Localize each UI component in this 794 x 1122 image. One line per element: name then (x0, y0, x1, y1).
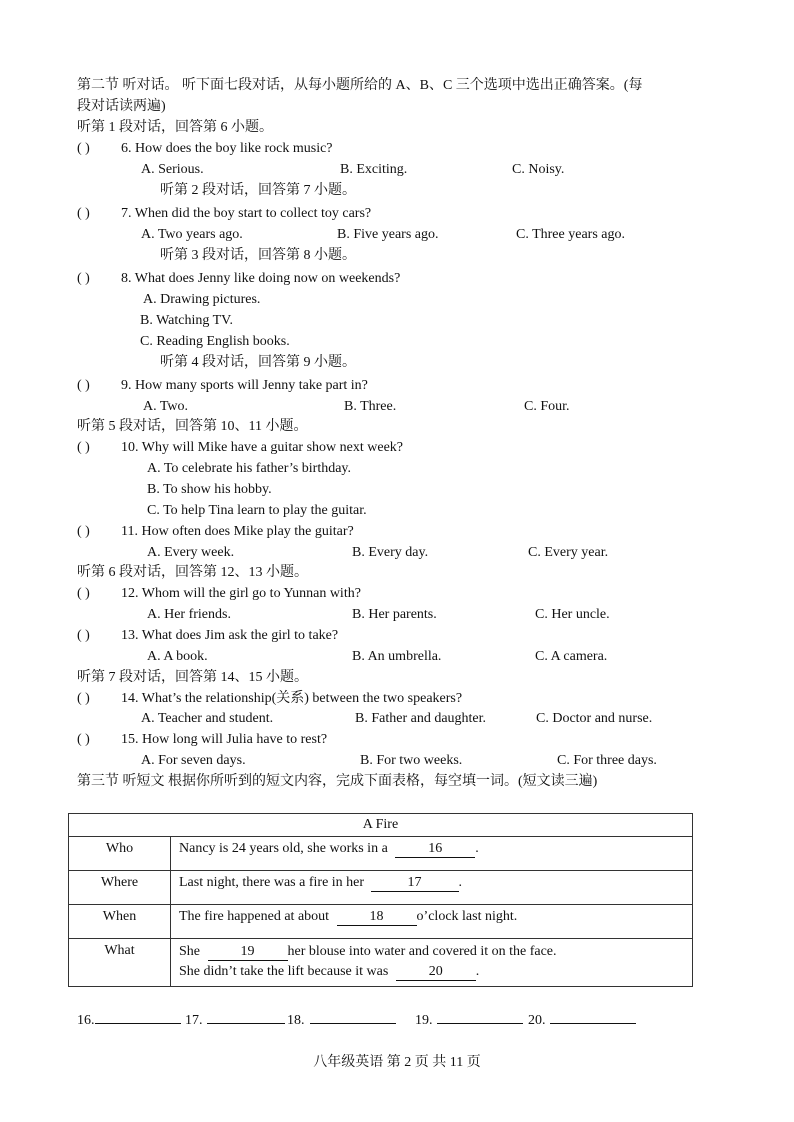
page-footer: 八年级英语 第 2 页 共 11 页 (313, 1055, 481, 1070)
row-value-who (171, 837, 693, 871)
row-value-when (171, 905, 693, 939)
dialog-2-instruction: 听第 2 段对话，回答第 7 小题。 (160, 183, 356, 198)
q11-option-c: C. Every year. (528, 545, 609, 560)
dialog-3-instruction: 听第 3 段对话，回答第 8 小题。 (160, 248, 356, 263)
row-what-end-2: . (475, 964, 480, 979)
q15-option-b: B. For two weeks. (360, 753, 463, 768)
q9-option-a: A. Two. (143, 399, 189, 414)
q10-option-a: A. To celebrate his father’s birthday. (147, 461, 352, 476)
row-value-what (171, 939, 693, 987)
blank-20[interactable]: 20 (396, 964, 476, 981)
q6-option-b: B. Exciting. (340, 162, 408, 177)
question-8: 8. What does Jenny like doing now on weekends? (121, 271, 401, 286)
q15-option-a: A. For seven days. (141, 753, 246, 768)
table-title: A Fire (69, 814, 693, 837)
q13-option-a: A. A book. (147, 649, 208, 664)
section3-heading: 第三节 听短文 根据你所听到的短文内容，完成下面表格，每空填一词。(短文读三遍) (77, 774, 598, 789)
answer-paren-13[interactable]: ( ) (77, 628, 90, 643)
q8-option-a: A. Drawing pictures. (143, 292, 261, 307)
answer-label-16: 16. (77, 1013, 95, 1028)
answer-line-20[interactable] (528, 1011, 636, 1031)
table-row (69, 905, 693, 939)
question-6: 6. How does the boy like rock music? (121, 141, 333, 156)
row-when-text: The fire happened at about (179, 909, 333, 924)
row-where-end: . (458, 875, 463, 890)
row-where-text: Last night, there was a fire in her (179, 875, 368, 890)
table-row (69, 871, 693, 905)
answer-paren-11[interactable]: ( ) (77, 524, 90, 539)
q6-option-a: A. Serious. (141, 162, 204, 177)
dialog-7-instruction: 听第 7 段对话，回答第 14、15 小题。 (77, 670, 308, 685)
blank-18[interactable]: 18 (337, 909, 417, 926)
answer-label-18: 18. (287, 1013, 305, 1028)
dialog-4-instruction: 听第 4 段对话，回答第 9 小题。 (160, 355, 356, 370)
fire-table (68, 813, 693, 987)
q8-option-b: B. Watching TV. (140, 313, 233, 328)
question-14: 14. What’s the relationship(关系) between the two speakers? (121, 691, 463, 706)
q14-option-b: B. Father and daughter. (355, 711, 487, 726)
q15-option-c: C. For three days. (557, 753, 657, 768)
row-who-end: . (475, 841, 479, 856)
answer-paren-8[interactable]: ( ) (77, 271, 90, 286)
q8-option-c: C. Reading English books. (140, 334, 290, 349)
q12-option-a: A. Her friends. (147, 607, 231, 622)
question-11: 11. How often does Mike play the guitar? (121, 524, 354, 539)
row-when-end: o’clock last night. (416, 909, 518, 924)
row-what-text-2: She didn’t take the lift because it was (179, 964, 392, 979)
row-key-when: When (69, 905, 171, 939)
answer-paren-9[interactable]: ( ) (77, 378, 90, 393)
q12-option-b: B. Her parents. (352, 607, 437, 622)
blank-16[interactable]: 16 (395, 841, 475, 858)
row-key-what: What (69, 939, 171, 987)
q12-option-c: C. Her uncle. (535, 607, 610, 622)
answer-label-17: 17. (185, 1013, 203, 1028)
q13-option-c: C. A camera. (535, 649, 608, 664)
section2-heading-cont: 段对话读两遍) (77, 99, 166, 114)
q10-option-b: B. To show his hobby. (147, 482, 272, 497)
question-10: 10. Why will Mike have a guitar show next week? (121, 440, 404, 455)
row-what-text: She (179, 944, 204, 959)
answer-line-18[interactable] (287, 1011, 396, 1031)
q7-option-a: A. Two years ago. (141, 227, 243, 242)
answer-line-16[interactable] (77, 1011, 181, 1031)
dialog-6-instruction: 听第 6 段对话，回答第 12、13 小题。 (77, 565, 308, 580)
row-what-end: her blouse into water and covered it on the face. (287, 944, 557, 959)
section2-heading: 第二节 听对话。 听下面七段对话，从每小题所给的 A、B、C 三个选项中选出正确答案。(每 (77, 78, 643, 93)
row-who-text: Nancy is 24 years old, she works in a (179, 841, 392, 856)
blank-19[interactable]: 19 (208, 944, 288, 961)
row-key-who: Who (69, 837, 171, 871)
dialog-1-instruction: 听第 1 段对话，回答第 6 小题。 (77, 120, 273, 135)
q13-option-b: B. An umbrella. (352, 649, 442, 664)
q11-option-b: B. Every day. (352, 545, 429, 560)
q14-option-a: A. Teacher and student. (141, 711, 274, 726)
dialog-5-instruction: 听第 5 段对话，回答第 10、11 小题。 (77, 419, 308, 434)
answer-paren-14[interactable]: ( ) (77, 691, 90, 706)
q14-option-c: C. Doctor and nurse. (536, 711, 653, 726)
q9-option-c: C. Four. (524, 399, 570, 414)
answer-paren-7[interactable]: ( ) (77, 206, 90, 221)
answer-line-19[interactable] (415, 1011, 523, 1031)
q7-option-c: C. Three years ago. (516, 227, 625, 242)
answer-label-20: 20. (528, 1013, 546, 1028)
answer-paren-10[interactable]: ( ) (77, 440, 90, 455)
q10-option-c: C. To help Tina learn to play the guitar. (147, 503, 367, 518)
question-7: 7. When did the boy start to collect toy cars? (121, 206, 372, 221)
q6-option-c: C. Noisy. (512, 162, 565, 177)
answer-label-19: 19. (415, 1013, 433, 1028)
answer-line-17[interactable] (185, 1011, 285, 1031)
question-12: 12. Whom will the girl go to Yunnan with? (121, 586, 361, 601)
table-row (69, 939, 693, 987)
q7-option-b: B. Five years ago. (337, 227, 439, 242)
row-value-where (171, 871, 693, 905)
question-9: 9. How many sports will Jenny take part in? (121, 378, 368, 393)
answer-paren-15[interactable]: ( ) (77, 732, 90, 747)
question-15: 15. How long will Julia have to rest? (121, 732, 328, 747)
answer-paren-6[interactable]: ( ) (77, 141, 90, 156)
question-13: 13. What does Jim ask the girl to take? (121, 628, 339, 643)
q9-option-b: B. Three. (344, 399, 397, 414)
blank-17[interactable]: 17 (371, 875, 459, 892)
answer-paren-12[interactable]: ( ) (77, 586, 90, 601)
q11-option-a: A. Every week. (147, 545, 235, 560)
table-row (69, 837, 693, 871)
row-key-where: Where (69, 871, 171, 905)
